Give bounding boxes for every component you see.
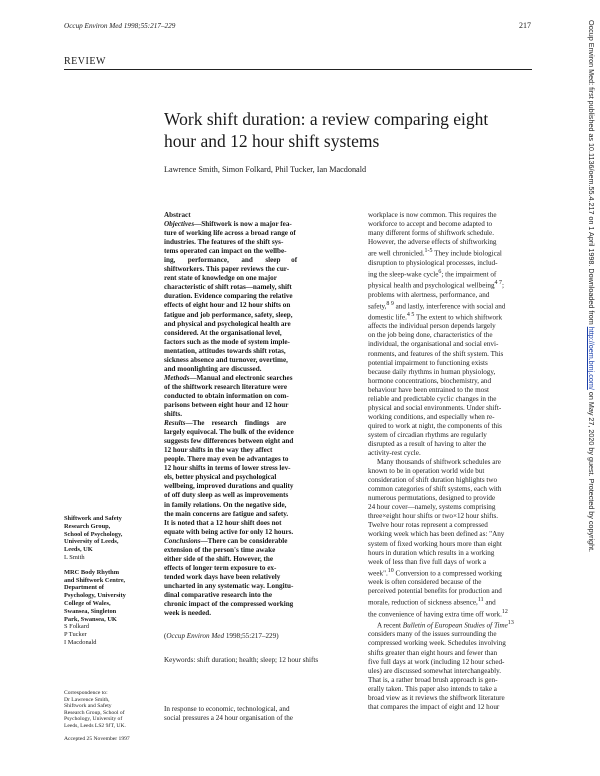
abstract-line: considered. At the organisational level, xyxy=(164,328,282,337)
body-line: hormone concentrations, biochemistry, and xyxy=(368,376,492,385)
body-line: safety,$^{8 9}$ and lastly, interference with social and xyxy=(368,300,506,310)
body-line: domestic life.$^{4 5}$ The extent to which shiftwork xyxy=(368,311,503,322)
correspondence-line: Psychology, University of xyxy=(64,716,123,723)
body-line: potential impairment to functioning exists xyxy=(368,358,488,367)
abstract-line: 12 hour shifts in the way they affect xyxy=(164,446,273,455)
body-paragraph-1 xyxy=(368,211,532,458)
body-line: system of fixed working hours more than eight xyxy=(368,539,502,548)
abstract-column xyxy=(164,211,353,618)
abstract-line: extension of the person's time awake xyxy=(164,545,276,554)
affiliation-line: School of Psychology, xyxy=(64,530,123,538)
body-line: 24 hour cover—namely, systems comprising xyxy=(368,503,496,512)
body-line: A recent Bulletin of European Studies of Time$^{13}$ xyxy=(377,620,514,630)
abstract-line: and physical and psychological health are xyxy=(164,319,291,328)
body-line: ronments, and features of the shift system. This xyxy=(368,349,504,358)
body-line: system of circadian rhythms are regularly xyxy=(368,430,487,439)
body-line: week is often considered because of the xyxy=(368,578,482,587)
accepted-date: Accepted 25 November 1997 xyxy=(64,735,130,742)
section-label: REVIEW xyxy=(64,56,106,67)
body-line: five full days at work (including 12 hour sched- xyxy=(368,657,505,666)
affiliation-line: Swansea, Singleton xyxy=(64,607,117,615)
affiliation-block xyxy=(64,515,156,647)
body-line: compressed working week. Schedules involving xyxy=(368,639,506,648)
abstract-line: equate with being active for only 12 hours. xyxy=(164,527,294,536)
abstract-line: dinal comparative research into the xyxy=(164,590,273,599)
body-line: individual, the organisational and social envi- xyxy=(368,340,499,349)
body-line: physical health and psychological wellbeing$^{4 7}$; xyxy=(368,280,504,290)
affiliation-line: Shiftwork and Safety xyxy=(64,515,122,522)
abstract-line: industries. The features of the shift sys- xyxy=(164,238,284,247)
body-line: three×eight hour shifts or two×12 hour shifts. xyxy=(368,512,499,521)
body-line: problems with alertness, performance, and xyxy=(368,290,490,299)
header-rule xyxy=(64,69,532,70)
abstract-line: characteristic of shift rotas—namely, shift xyxy=(164,283,292,292)
body-line: that compares the impact of eight and 12 hour xyxy=(368,702,500,711)
abstract-line: people. There may even be advantages to xyxy=(164,455,289,464)
body-line: because daily rhythms in human physiology, xyxy=(368,367,496,376)
body-line: morale, reduction of sickness absence,$^{11}$ and xyxy=(368,597,496,607)
article-title xyxy=(164,108,544,152)
body-line: workplace is now common. This requires the xyxy=(368,211,497,219)
abstract-line: shifts. xyxy=(164,410,183,419)
affiliation-line: Psychology, University xyxy=(64,592,126,600)
author-name: P Tucker xyxy=(64,631,87,639)
title-line-1: Work shift duration: a review comparing eight xyxy=(164,109,489,129)
abstract-line: mentation, attitudes towards shift rotas, xyxy=(164,346,286,355)
body-paragraph-2 xyxy=(368,458,532,619)
body-line: hours in duration which results in a working xyxy=(368,548,495,557)
body-column-right xyxy=(368,211,532,712)
abstract-line: Methods—Manual and electronic searches xyxy=(164,373,293,382)
abstract-line: chronic impact of the compressed working xyxy=(164,600,294,609)
journal-citation-header: Occup Environ Med 1998;55:217–229 xyxy=(64,22,176,30)
body-line: reliable and predictable cyclic changes in the xyxy=(368,394,497,403)
body-line: on the job being done, characteristics of the xyxy=(368,331,493,340)
notice-prefix: Occup Environ Med: first published as 10.1136/oem.55.4.217 on 1 April 1998. Downloaded from xyxy=(587,20,596,327)
page-number: 217 xyxy=(519,21,531,30)
affiliation-line: Park, Swansea, UK xyxy=(64,615,117,623)
body-line: quired to work at night, the components of this xyxy=(368,421,502,430)
body-line: working conditions, and especially when re- xyxy=(368,412,495,421)
abstract-line: conducted to obtain information on com- xyxy=(164,391,289,400)
body-line: are well chronicled.$^{1-5}$ They include biological xyxy=(368,248,502,258)
body-line: behaviour have been entrained to the most xyxy=(368,385,489,394)
body-line: consideration of shift duration highlights two xyxy=(368,476,498,485)
affiliation-line: College of Wales, xyxy=(64,599,111,607)
body-paragraph-3 xyxy=(368,619,532,712)
abstract-line: of the shiftwork research literature were xyxy=(164,382,288,391)
correspondence-line: Dr Lawrence Smith, xyxy=(64,696,110,703)
abstract-line: Objectives—Shiftwork is now a major fea- xyxy=(164,220,292,229)
abstract-line: ing, performance, and sleep of xyxy=(164,256,298,265)
body-line: week".$^{10}$ Conversion to a compressed working xyxy=(368,567,502,578)
download-notice xyxy=(584,20,598,760)
body-line: ing the sleep-wake cycle$^6$; the impairment of xyxy=(368,268,497,279)
abstract-line: wellbeing, improved durations and quality xyxy=(164,482,294,491)
body-line: erally taken. This paper also intends to take a xyxy=(368,684,497,693)
body-line: workforce to accept and become adapted to xyxy=(368,220,493,229)
abstract-line: duration. Evidence comparing the relative xyxy=(164,292,293,301)
intro-line: In response to economic, technological, and xyxy=(164,705,290,713)
body-line: Twelve hour rotas represent a compressed xyxy=(368,521,488,530)
notice-suffix: on May 27, 2020 by guest. Protected by copyright. xyxy=(587,389,596,553)
body-line: disruption to physiological processes, includ- xyxy=(368,258,498,267)
abstract-line: tems operated can impact on the wellbe- xyxy=(164,247,287,256)
abstract-line: parisons between eight hour and 12 hour xyxy=(164,400,289,409)
abstract-citation: (Occup Environ Med 1998;55:217–229) xyxy=(164,632,279,640)
body-line: numerous permutations, designed to provide xyxy=(368,494,496,503)
author-list: Lawrence Smith, Simon Folkard, Phil Tucker, Ian Macdonald xyxy=(164,165,367,174)
intro-line: social pressures a 24 hour organisation of the xyxy=(164,714,293,723)
affiliation-line: Leeds, UK xyxy=(64,546,93,554)
keywords: Keywords: shift duration; health; sleep; 12 hour shifts xyxy=(164,656,319,664)
abstract-line: in family relations. On the negative side, xyxy=(164,500,287,509)
affiliation-line: and Shiftwork Centre, xyxy=(64,576,126,584)
body-line: However, the adverse effects of shiftworking xyxy=(368,238,497,247)
body-line: working week which has been defined as: "Any xyxy=(368,530,505,539)
abstract-line: els, better physical and psychological xyxy=(164,473,277,482)
body-line: affects the individual person depends largely xyxy=(368,322,496,331)
body-line: shifts greater than eight hours and fewer than xyxy=(368,648,498,657)
body-line: That is, a rather broad brush approach is gen- xyxy=(368,675,498,684)
affiliation-2 xyxy=(64,569,156,624)
author-name: L Smith xyxy=(64,553,85,561)
correspondence-address xyxy=(64,697,156,730)
abstract-heading: Abstract xyxy=(164,211,191,219)
body-line: disrupted as a result of having to alter the xyxy=(368,440,487,448)
correspondence-block xyxy=(64,690,156,742)
abstract-line: Results—The research findings are xyxy=(164,419,287,428)
abstract-body xyxy=(164,220,353,618)
abstract-line: Conclusions—There can be considerable xyxy=(164,536,288,545)
abstract-line: It is noted that a 12 hour shift does not xyxy=(164,518,282,527)
correspondence-line: Research Group, School of xyxy=(64,709,125,716)
abstract-line: ture of working life across a broad range of xyxy=(164,229,296,238)
body-line: known to be in operation world wide but xyxy=(368,467,485,476)
affiliation-line: Research Group, xyxy=(64,522,111,530)
body-line: physical and social environments. Under shift- xyxy=(368,403,502,412)
body-line: week of less than five full days of work a xyxy=(368,557,486,566)
body-line: perceived potential benefits for production and xyxy=(368,587,502,596)
abstract-line: suggests few differences between eight and xyxy=(164,437,294,446)
correspondence-label: Correspondence to: xyxy=(64,690,108,696)
author-name: S Folkard xyxy=(64,623,90,631)
abstract-line: fatigue and job performance, safety, sleep, xyxy=(164,310,293,319)
abstract-line: of off duty sleep as well as improvements xyxy=(164,491,289,500)
body-line: Many thousands of shiftwork schedules are xyxy=(377,458,501,467)
body-line: the convenience of having extra time off work.$^{12}$ xyxy=(368,608,508,618)
abstract-line: uncharted in any systematic way. Longitu- xyxy=(164,581,294,590)
abstract-line: effects of eight hour and 12 hour shifts on xyxy=(164,301,291,310)
affiliation-2-people xyxy=(64,623,156,646)
abstract-line: effects of longer term exposure to ex- xyxy=(164,563,277,572)
title-line-2: hour and 12 hour shift systems xyxy=(164,131,380,151)
journal-link[interactable]: http://oem.bmj.com/ xyxy=(587,326,596,390)
body-line: common categories of shift systems, each with xyxy=(368,485,502,494)
abstract-line: factors such as the mode of system imple- xyxy=(164,337,290,346)
author-name: I Macdonald xyxy=(64,638,97,646)
abstract-line: week is needed. xyxy=(164,609,212,618)
abstract-line: tended work days have been relatively xyxy=(164,572,281,581)
body-line: broad view as it reviews the shiftwork literature xyxy=(368,693,505,702)
correspondence-line: Shiftwork and Safety xyxy=(64,703,112,710)
correspondence-line: Leeds, Leeds LS2 9JT, UK. xyxy=(64,722,126,729)
affiliation-1-people xyxy=(64,554,156,562)
abstract-line: and moonlighting are discussed. xyxy=(164,364,262,373)
body-line: many different forms of shiftwork schedule. xyxy=(368,229,494,238)
introduction-start xyxy=(164,705,353,723)
affiliation-line: MRC Body Rhythm xyxy=(64,568,120,576)
affiliation-1 xyxy=(64,515,156,554)
body-line: ules) are discussed somewhat interchangeably. xyxy=(368,666,501,675)
body-line: considers many of the issues surrounding the xyxy=(368,630,497,639)
abstract-line: either side of the shift. However, the xyxy=(164,554,274,563)
affiliation-line: Department of xyxy=(64,584,104,592)
abstract-line: rent state of knowledge on one major xyxy=(164,274,277,283)
abstract-line: 12 hour shifts in terms of lower stress lev- xyxy=(164,464,291,473)
abstract-line: the main concerns are fatigue and safety. xyxy=(164,509,289,518)
abstract-line: sickness absence and turnover, overtime, xyxy=(164,355,288,364)
affiliation-line: University of Leeds, xyxy=(64,538,119,546)
abstract-line: largely equivocal. The bulk of the evidence xyxy=(164,428,294,437)
body-line: activity-rest cycle. xyxy=(368,449,421,458)
abstract-line: shiftworkers. This paper reviews the cur- xyxy=(164,265,290,274)
